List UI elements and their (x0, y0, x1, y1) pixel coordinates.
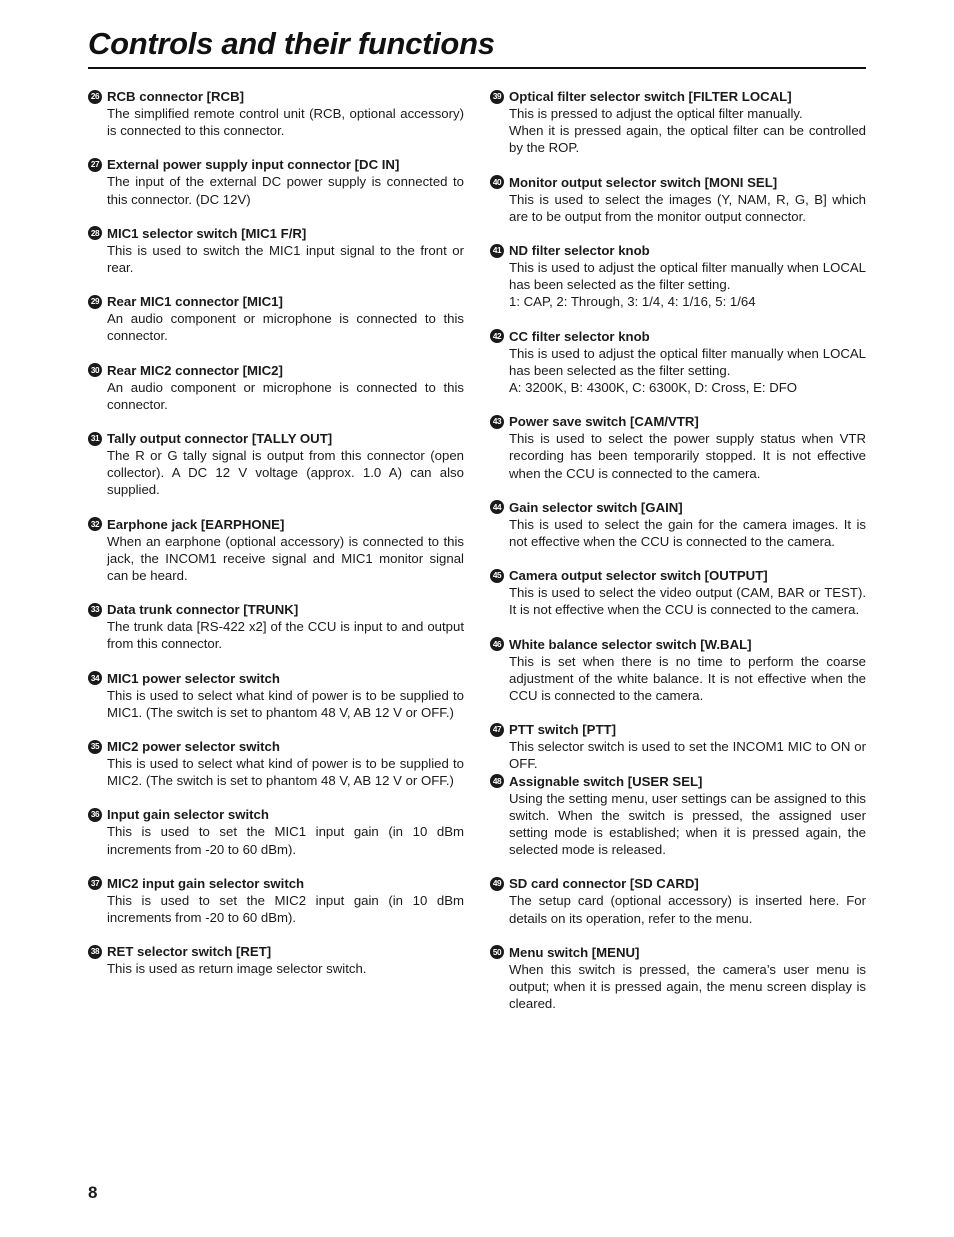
control-description: The simplified remote control unit (RCB, optional accessory) is connected to this connector. (107, 106, 464, 139)
control-heading-text: Camera output selector switch [OUTPUT] (509, 568, 768, 584)
item-number-badge: 40 (490, 175, 504, 189)
control-heading (490, 944, 866, 961)
item-number-badge: 45 (490, 569, 504, 583)
control-item (490, 636, 866, 705)
item-number-badge: 47 (490, 723, 504, 737)
control-heading-text: PTT switch [PTT] (509, 722, 616, 738)
item-number-badge: 34 (88, 671, 102, 685)
control-item (88, 88, 464, 139)
control-item (490, 88, 866, 157)
control-heading-text: CC filter selector knob (509, 328, 650, 344)
item-number-badge: 50 (490, 945, 504, 959)
control-heading-text: MIC2 power selector switch (107, 739, 280, 755)
item-number-badge: 44 (490, 500, 504, 514)
item-number-badge: 49 (490, 877, 504, 891)
item-number-badge: 30 (88, 363, 102, 377)
control-heading (490, 567, 866, 584)
control-heading (88, 225, 464, 242)
page-number: 8 (88, 1183, 98, 1202)
control-description: This is used to set the MIC1 input gain (in 10 dBm increments from -20 to 60 dBm). (107, 824, 464, 857)
item-number-badge: 43 (490, 415, 504, 429)
item-number-badge: 26 (88, 90, 102, 104)
control-item (490, 242, 866, 311)
control-description: This is pressed to adjust the optical filter manually. When it is pressed again, the optical filter can be controlled by the ROP. (509, 106, 866, 156)
control-item (490, 174, 866, 225)
control-item (490, 944, 866, 1013)
item-number-badge: 35 (88, 740, 102, 754)
page-title: Controls and their functions (88, 26, 495, 61)
control-heading (88, 875, 464, 892)
control-heading (88, 738, 464, 755)
item-number-badge: 32 (88, 517, 102, 531)
control-description: This is used to adjust the optical filter manually when LOCAL has been selected as the filter setting. 1: CAP, 2: Through, 3: 1/4, 4: 1/16, 5: 1/64 (509, 260, 866, 310)
control-heading-text: Rear MIC1 connector [MIC1] (107, 294, 283, 310)
control-description: When this switch is pressed, the camera’s user menu is output; when it is pressed again, the menu screen display is cleared. (509, 961, 866, 1012)
control-heading (88, 293, 464, 310)
control-heading-text: ND filter selector knob (509, 243, 650, 259)
control-heading-text: External power supply input connector [DC IN] (107, 157, 400, 173)
control-heading (490, 721, 866, 738)
control-heading-text: Earphone jack [EARPHONE] (107, 516, 285, 532)
control-description: This is set when there is no time to perform the coarse adjustment of the white balance. It is not effective when the CCU is connected to the camera. (509, 653, 866, 704)
title-rule (88, 67, 866, 69)
item-number-badge: 33 (88, 603, 102, 617)
control-heading (88, 806, 464, 823)
control-item (490, 773, 866, 859)
control-heading (490, 875, 866, 892)
control-heading (490, 636, 866, 653)
control-heading-text: Tally output connector [TALLY OUT] (107, 431, 333, 447)
control-description: This selector switch is used to set the INCOM1 MIC to ON or OFF. (509, 739, 866, 772)
control-heading (88, 88, 464, 105)
control-heading-text: MIC2 input gain selector switch (107, 875, 305, 891)
control-description: This is used to select the images (Y, NAM, R, G, B] which are to be output from the monitor output connector. (509, 191, 866, 224)
control-heading (490, 499, 866, 516)
control-description: An audio component or microphone is connected to this connector. (107, 311, 464, 344)
left-column (88, 88, 464, 994)
item-number-badge: 46 (490, 637, 504, 651)
control-item (490, 721, 866, 772)
control-heading-text: Optical filter selector switch [FILTER LOCAL] (509, 89, 792, 104)
control-description: This is used to select the power supply status when VTR recording has been temporarily stopped. It is not effective when the CCU is connected to the camera. (509, 431, 866, 481)
control-item (490, 499, 866, 550)
control-item (88, 430, 464, 499)
item-number-badge: 36 (88, 808, 102, 822)
control-item (490, 567, 866, 618)
control-description: An audio component or microphone is connected to this connector. (107, 379, 464, 412)
control-heading (88, 156, 464, 173)
control-item (88, 601, 464, 652)
control-heading-text: MIC1 selector switch [MIC1 F/R] (107, 225, 307, 241)
item-number-badge: 31 (88, 432, 102, 446)
control-heading-text: Menu switch [MENU] (509, 944, 640, 960)
control-heading-text: White balance selector switch [W.BAL] (509, 636, 752, 652)
control-item (88, 943, 464, 977)
control-item (88, 362, 464, 413)
control-item (88, 225, 464, 276)
control-heading (88, 670, 464, 687)
item-number-badge: 39 (490, 90, 504, 104)
control-heading-text: SD card connector [SD CARD] (509, 876, 699, 892)
control-description: This is used to select what kind of power is to be supplied to MIC1. (The switch is set to phantom 48 V, AB 12 V or OFF.) (107, 687, 464, 720)
item-number-badge: 28 (88, 226, 102, 240)
control-heading-text: Data trunk connector [TRUNK] (107, 602, 299, 618)
item-number-badge: 41 (490, 244, 504, 258)
control-description: This is used to select the gain for the camera images. It is not effective when the CCU is connected to the camera. (509, 516, 866, 550)
control-item (490, 328, 866, 397)
control-item (490, 413, 866, 482)
control-description: This is used to adjust the optical filter manually when LOCAL has been selected as the filter setting. A: 3200K, B: 4300K, C: 6300K, D: Cross, E: DFO (509, 345, 866, 396)
item-number-badge: 48 (490, 774, 504, 788)
control-item (88, 738, 464, 789)
control-heading (490, 174, 866, 191)
control-item (88, 516, 464, 585)
item-number-badge: 42 (490, 329, 504, 343)
item-number-badge: 27 (88, 158, 102, 172)
control-item (88, 806, 464, 857)
control-description: When an earphone (optional accessory) is connected to this jack, the INCOM1 receive signal and MIC1 monitor signal can be heard. (107, 533, 464, 584)
control-heading (88, 430, 464, 447)
control-description: The input of the external DC power supply is connected to this connector. (DC 12V) (107, 174, 464, 207)
control-heading-text: Assignable switch [USER SEL] (509, 773, 703, 789)
control-description: This is used to select the video output (CAM, BAR or TEST). It is not effective when the CCU is connected to the camera. (509, 585, 866, 618)
control-heading-text: RET selector switch [RET] (107, 944, 272, 960)
control-heading (88, 943, 464, 960)
control-description: This is used to switch the MIC1 input signal to the front or rear. (107, 242, 464, 276)
control-heading-text: Input gain selector switch (107, 807, 269, 823)
item-number-badge: 38 (88, 945, 102, 959)
control-item (490, 875, 866, 926)
control-heading-text: Monitor output selector switch [MONI SEL] (509, 174, 778, 190)
control-item (88, 156, 464, 207)
control-description: The R or G tally signal is output from this connector (open collector). A DC 12 V voltage (approx. 1.0 A) can also supplied. (107, 448, 464, 498)
control-heading (490, 242, 866, 259)
control-heading (490, 413, 866, 430)
control-item (88, 670, 464, 721)
item-number-badge: 37 (88, 876, 102, 890)
control-description: The setup card (optional accessory) is inserted here. For details on its operation, refer to the menu. (509, 893, 866, 926)
control-heading (490, 328, 866, 345)
control-item (88, 875, 464, 926)
control-description: This is used to select what kind of power is to be supplied to MIC2. (The switch is set to phantom 48 V, AB 12 V or OFF.) (107, 756, 464, 789)
item-number-badge: 29 (88, 295, 102, 309)
control-description: The trunk data [RS-422 x2] of the CCU is input to and output from this connector. (107, 619, 464, 652)
control-item (88, 293, 464, 344)
right-column (490, 88, 866, 1030)
control-heading (88, 516, 464, 533)
control-description: Using the setting menu, user settings can be assigned to this switch. When the switch is pressed, the assigned user setting mode is established; when it is pressed again, the selected mode is released. (509, 790, 866, 858)
control-heading-text: Gain selector switch [GAIN] (509, 499, 683, 515)
control-heading (490, 88, 866, 105)
control-description: This is used to set the MIC2 input gain (in 10 dBm increments from -20 to 60 dBm). (107, 892, 464, 926)
control-heading (490, 773, 866, 790)
control-heading-text: MIC1 power selector switch (107, 670, 280, 686)
control-heading (88, 362, 464, 379)
control-heading-text: Power save switch [CAM/VTR] (509, 414, 699, 430)
control-heading-text: RCB connector [RCB] (107, 89, 245, 104)
control-heading (88, 601, 464, 618)
control-description: This is used as return image selector switch. (107, 961, 367, 977)
control-heading-text: Rear MIC2 connector [MIC2] (107, 362, 283, 378)
